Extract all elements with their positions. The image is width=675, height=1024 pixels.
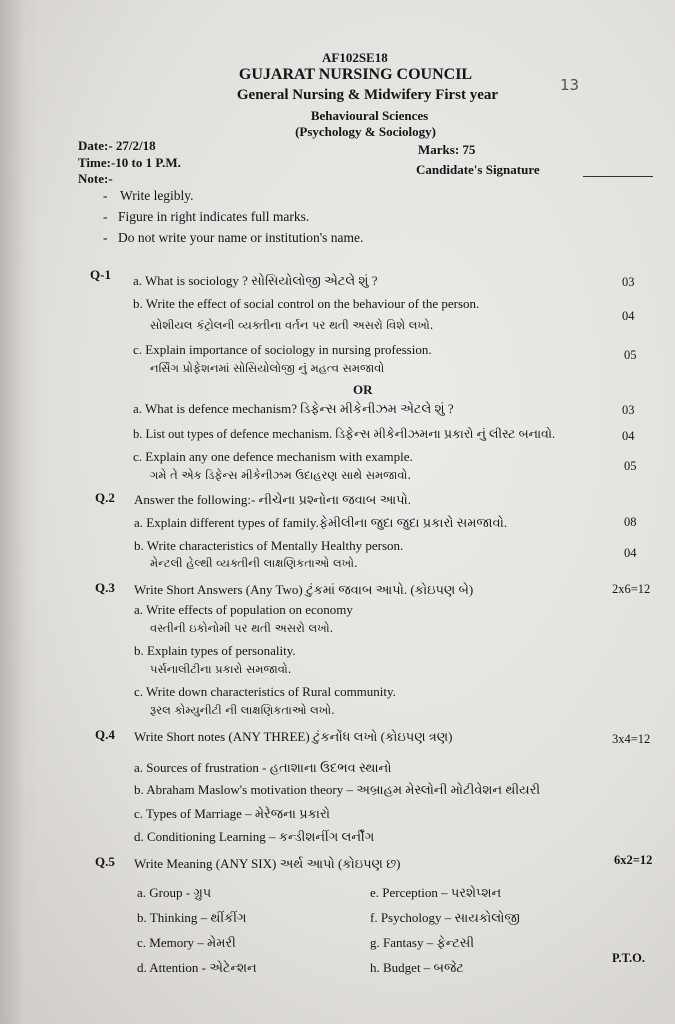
subject-subtitle: (Psychology & Sociology): [295, 124, 436, 139]
exam-date: Date:- 27/2/18: [78, 138, 156, 153]
question-title: Write Short Answers (Any Two) ટુંકમાં જવાબ આપો. (કોઇપણ બે): [134, 582, 474, 597]
question-item: b. Explain types of personality.: [134, 643, 296, 658]
question-marks: 05: [624, 459, 637, 473]
exam-marks: Marks: 75: [418, 142, 476, 157]
question-item: b. Write the effect of social control on the behaviour of the person.: [133, 296, 480, 311]
question-item-gujarati: નર્સિંગ પ્રોફેશનમાં સોસિયોલોજી નું મહત્વ સમજાવો: [150, 361, 385, 375]
signature-label: Candidate's Signature: [416, 162, 540, 177]
question-marks: 03: [622, 275, 635, 289]
question-marks: 04: [622, 309, 635, 323]
question-item: a. What is defence mechanism? ડિફેન્સ મીકેનીઝમ એટલે શું ?: [133, 401, 454, 416]
question-item-gujarati: વસ્તીની ઇકોનોમી પર થતી અસરો લખો.: [150, 621, 334, 635]
note-dash: -: [103, 188, 108, 203]
question-item-gujarati: ગમે તે એક ડિફેન્સ મીકેનીઝમ ઉદાહરણ સાથે સમજાવો.: [150, 468, 412, 482]
question-number: Q.3: [95, 580, 115, 595]
question-marks: 2x6=12: [612, 582, 651, 596]
question-item-gujarati: પર્સનાલીટીના પ્રકારો સમજાવો.: [150, 662, 292, 676]
question-item: a. Explain different types of family.ફેમીલીના જુદા જુદા પ્રકારો સમજાવો.: [134, 515, 508, 530]
course-title: General Nursing & Midwifery First year: [236, 87, 499, 103]
question-marks: 3x4=12: [612, 732, 651, 746]
question-marks: 6x2=12: [614, 853, 653, 867]
question-item: a. Sources of frustration - હતાશાના ઉદભવ સ્થાનો: [134, 760, 392, 775]
handwritten-page-number: 13: [560, 76, 580, 94]
question-item: b. List out types of defence mechanism. ડિફેન્સ મીકેનીઝમના પ્રકારો નું લીસ્ટ બનાવો.: [133, 427, 556, 441]
or-divider: OR: [353, 382, 373, 397]
question-item: a. What is sociology ? સોસિયોલોજી એટલે શું ?: [133, 273, 378, 288]
question-item: c. Explain any one defence mechanism with example.: [133, 449, 413, 464]
note-item: Figure in right indicates full marks.: [118, 209, 310, 224]
question-item: e. Perception – પરશેપ્શન: [370, 885, 502, 900]
note-dash: -: [103, 230, 108, 245]
note-item: Write legibly.: [120, 188, 194, 203]
question-marks: 04: [624, 546, 637, 560]
question-item-gujarati: મેન્ટલી હેલ્થી વ્યક્તીની લાક્ષણિકતાઓ લખો.: [150, 556, 358, 570]
question-number: Q-1: [90, 267, 111, 282]
question-item: g. Fantasy – ફેન્ટસી: [370, 935, 475, 950]
question-item: a. Group - ગ્રુપ: [137, 885, 212, 900]
question-title: Answer the following:- નીચેના પ્રશ્નોના જવાબ આપો.: [134, 492, 412, 507]
question-item: c. Explain importance of sociology in nursing profession.: [133, 342, 432, 357]
council-title: GUJARAT NURSING COUNCIL: [238, 66, 473, 83]
exam-time: Time:-10 to 1 P.M.: [78, 155, 181, 170]
paper-code: AF102SE18: [322, 50, 388, 65]
question-item: b. Write characteristics of Mentally Healthy person.: [134, 538, 404, 553]
question-item: d. Conditioning Learning – કન્ડીશનીંગ લર્નીંગ: [134, 829, 375, 844]
question-item: h. Budget – બજેટ: [370, 960, 464, 975]
question-item: c. Types of Marriage – મેરેજના પ્રકારો: [134, 806, 330, 821]
note-label: Note:-: [78, 171, 113, 186]
question-item-gujarati: સોશીયલ કંટ્રોલની વ્યક્તીના વર્તન પર થતી અસરો વિશે લખો.: [150, 318, 434, 332]
question-item-gujarati: રૂરલ કોમ્યુનીટી ની લાક્ષણિકતાઓ લખો.: [150, 703, 335, 717]
note-dash: -: [103, 209, 108, 224]
scan-shadow: [0, 0, 40, 1024]
question-item: a. Write effects of population on economy: [134, 602, 353, 617]
question-item: b. Abraham Maslow's motivation theory – અબ્રાહમ મેસ્લોની મોટીવેશન થીયરી: [134, 782, 541, 797]
subject-title: Behavioural Sciences: [310, 108, 429, 123]
pto-label: P.T.O.: [612, 951, 645, 965]
question-title: Write Short notes (ANY THREE) ટુંકનોંધ લખો (કોઇપણ ત્રણ): [134, 729, 453, 744]
question-title: Write Meaning (ANY SIX) અર્થ આપો (કોઇપણ છ): [134, 856, 401, 871]
note-item: Do not write your name or institution's name.: [118, 230, 364, 245]
question-item: c. Write down characteristics of Rural community.: [134, 684, 396, 699]
question-item: f. Psychology – સાયકોલોજી: [370, 910, 520, 925]
question-marks: 05: [624, 348, 637, 362]
question-item: c. Memory – મેમરી: [137, 935, 236, 950]
question-item: d. Attention - એટેન્શન: [137, 960, 257, 975]
question-number: Q.5: [95, 854, 115, 869]
question-marks: 04: [622, 429, 635, 443]
question-item: b. Thinking – થીંકીંગ: [137, 910, 247, 925]
question-marks: 03: [622, 403, 635, 417]
signature-line: [583, 176, 653, 177]
question-number: Q.2: [95, 490, 115, 505]
question-number: Q.4: [95, 727, 115, 742]
question-marks: 08: [624, 515, 637, 529]
